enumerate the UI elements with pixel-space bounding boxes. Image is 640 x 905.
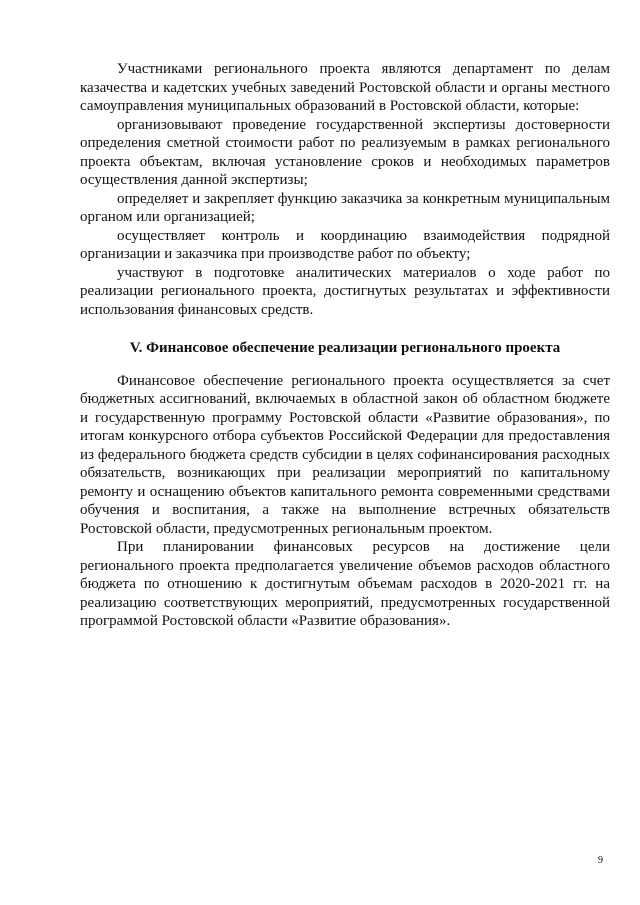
paragraph-planning: При планировании финансовых ресурсов на достижение цели регионального проекта предполагается увеличение объемов расходов областного бюджета по отношению к достигнутым объемам расходов в 2020-2021 гг. на реализацию соответствующих мероприятий, предусмотренных государственной программой Ростовской области «Развитие образования». <box>80 539 610 629</box>
document-page <box>80 60 610 631</box>
paragraph-expertise: организовывают проведение государственной экспертизы достоверности определения сметной стоимости работ по реализуемым в рамках регионального проекта объектам, включая установление сроков и необходимых параметров осуществления данной экспертизы; <box>80 116 610 188</box>
paragraph-financing: Финансовое обеспечение регионального проекта осуществляется за счет бюджетных ассигнований, включаемых в областной закон об областном бюджете и государственную программу Ростовской области «Развитие образования», по итогам конкурсного отбора субъектов Российской Федерации для предоставления из федерального бюджета средств субсидии в целях софинансирования расходных обязательств, возникающих при реализации мероприятий по капитальному ремонту и оснащению объектов капитального ремонта современными средствами обучения и воспитания, а также на выполнение встречных обязательств Ростовской области, предусмотренных региональным проектом. <box>80 372 610 537</box>
section-heading-financing: V. Финансовое обеспечение реализации регионального проекта <box>129 340 561 356</box>
paragraph-control: осуществляет контроль и координацию взаимодействия подрядной организации и заказчика при производстве работ по объекту; <box>80 227 610 262</box>
paragraph-customer-function: определяет и закрепляет функцию заказчика за конкретным муниципальным органом или организацией; <box>80 190 610 225</box>
paragraph-analytics: участвуют в подготовке аналитических материалов о ходе работ по реализации регионального проекта, достигнутых результатах и эффективности использования финансовых средств. <box>80 264 610 318</box>
page-number: 9 <box>598 855 603 866</box>
paragraph-participants: Участниками регионального проекта являются департамент по делам казачества и кадетских учебных заведений Ростовской области и органы местного самоуправления муниципальных образований в Ростовской области, которые: <box>80 61 610 114</box>
